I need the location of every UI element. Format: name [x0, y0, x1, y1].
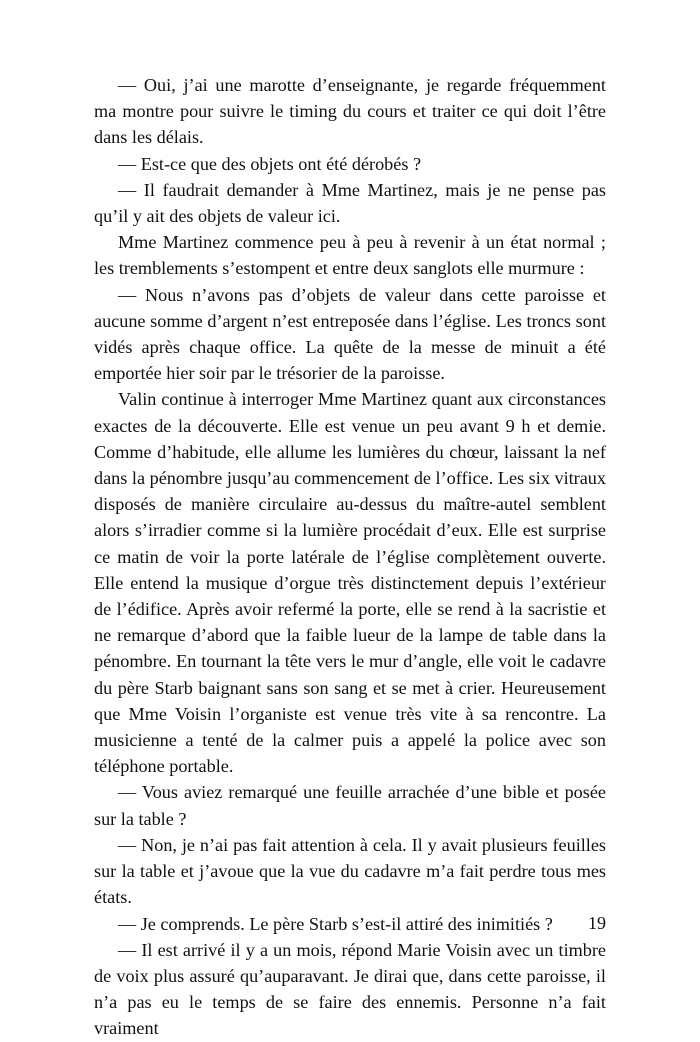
paragraph-9: — Je comprends. Le père Starb s’est-il attiré des inimitiés ? [118, 913, 553, 934]
paragraph-8: — Non, je n’ai pas fait attention à cela. Il y avait plusieurs feuilles sur la table et j’avoue que la vue du cadavre m’a fait perdre tous mes états. [94, 834, 606, 908]
paragraph-1: — Oui, j’ai une marotte d’enseignante, je regarde fréquemment ma montre pour suivre le timing du cours et traiter ce qui doit l’être dans les délais. [94, 75, 606, 148]
paragraph-4: Mme Martinez commence peu à peu à revenir à un état normal ; les tremblements s’estompent et entre deux sanglots elle murmure : [94, 232, 606, 279]
paragraph-2: — Est-ce que des objets ont été dérobés ? [118, 153, 422, 174]
page-number: 19 [588, 913, 606, 933]
paragraph-10: — Il est arrivé il y a un mois, répond Marie Voisin avec un timbre de voix plus assuré qu’auparavant. Je dirai que, dans cette paroisse, il n’a pas eu le temps de se faire des ennemis. Personne n’a fait vraiment [94, 939, 606, 1039]
paragraph-5: — Nous n’avons pas d’objets de valeur dans cette paroisse et aucune somme d’argent n’est entreposée dans l’église. Les troncs sont vidés après chaque office. La quête de la messe de minuit a été emportée hier soir par le trésorier de la paroisse. [94, 284, 606, 384]
page-body [94, 72, 606, 1042]
paragraph-3: — Il faudrait demander à Mme Martinez, mais je ne pense pas qu’il y ait des objets de valeur ici. [94, 179, 606, 227]
paragraph-7: — Vous aviez remarqué une feuille arrachée d’une bible et posée sur la table ? [94, 782, 606, 829]
paragraph-6: Valin continue à interroger Mme Martinez quant aux circonstances exactes de la découverte. Elle est venue un peu avant 9 h et demie. Comme d’habitude, elle allume les lumières du chœur, laissant la nef dans la pénombre jusqu’au commencement de l’office. Les six vitraux disposés de manière circulaire au-dessus du maître-autel semblent alors s’irradier comme si la lumière procédait d’eux. Elle est surprise ce matin de voir la porte latérale de l’église complètement ouverte. Elle entend la musique d’orgue très distinctement depuis l’extérieur de l’édifice. Après avoir refermé la porte, elle se rend à la sacristie et ne remarque d’abord que la faible lueur de la lampe de table dans la pénombre. En tournant la tête vers le mur d’angle, elle voit le cadavre du père Starb baignant sans son sang et se met à crier. Heureusement que Mme Voisin l’organiste est venue très vite à sa rencontre. La musicienne a tenté de la calmer puis a appelé la police avec son téléphone portable. [94, 389, 606, 777]
